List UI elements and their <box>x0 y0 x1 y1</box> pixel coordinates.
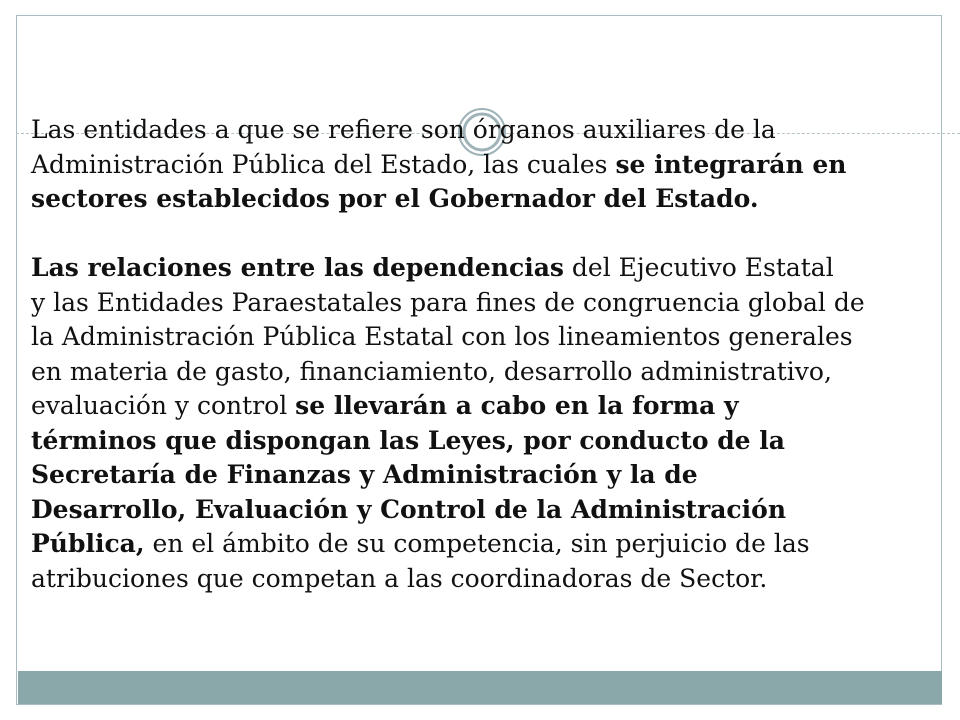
text-line: Las entidades a que se refiere son órganos auxiliares de la <box>31 115 776 144</box>
body-text <box>31 113 946 596</box>
text-line <box>31 527 946 562</box>
text-line: términos que dispongan las Leyes, por conducto de la <box>31 425 785 455</box>
text-line: y las Entidades Paraestatales para fines de congruencia global de <box>31 287 865 317</box>
text-line <box>31 148 946 183</box>
text-line: la Administración Pública Estatal con los lineamientos generales <box>31 322 853 351</box>
text-line <box>31 251 946 286</box>
text-run: evaluación y control <box>31 391 296 420</box>
text-line: atribuciones que competan a las coordinadoras de Sector. <box>31 563 768 593</box>
text-line: Secretaría de Finanzas y Administración y la de <box>31 460 698 489</box>
text-run: en el ámbito de su competencia, sin perjuicio de las <box>144 529 810 558</box>
bold-text-run: Pública, <box>31 529 145 558</box>
paragraph-1 <box>31 113 946 217</box>
footer-bar <box>18 671 942 704</box>
text-line: Desarrollo, Evaluación y Control de la Administración <box>31 494 787 524</box>
bold-text-run: se llevarán a cabo en la forma y <box>295 391 739 420</box>
bold-text-run: Las relaciones entre las dependencias <box>31 253 564 282</box>
text-run: del Ejecutivo Estatal <box>563 253 834 282</box>
text-run: Administración Pública del Estado, las cuales <box>31 149 616 179</box>
text-line: sectores establecidos por el Gobernador del Estado. <box>31 184 759 213</box>
text-line: en materia de gasto, financiamiento, desarrollo administrativo, <box>31 356 832 386</box>
text-line <box>31 389 946 424</box>
bold-text-run: se integrarán en <box>615 149 847 179</box>
paragraph-2 <box>31 251 946 596</box>
